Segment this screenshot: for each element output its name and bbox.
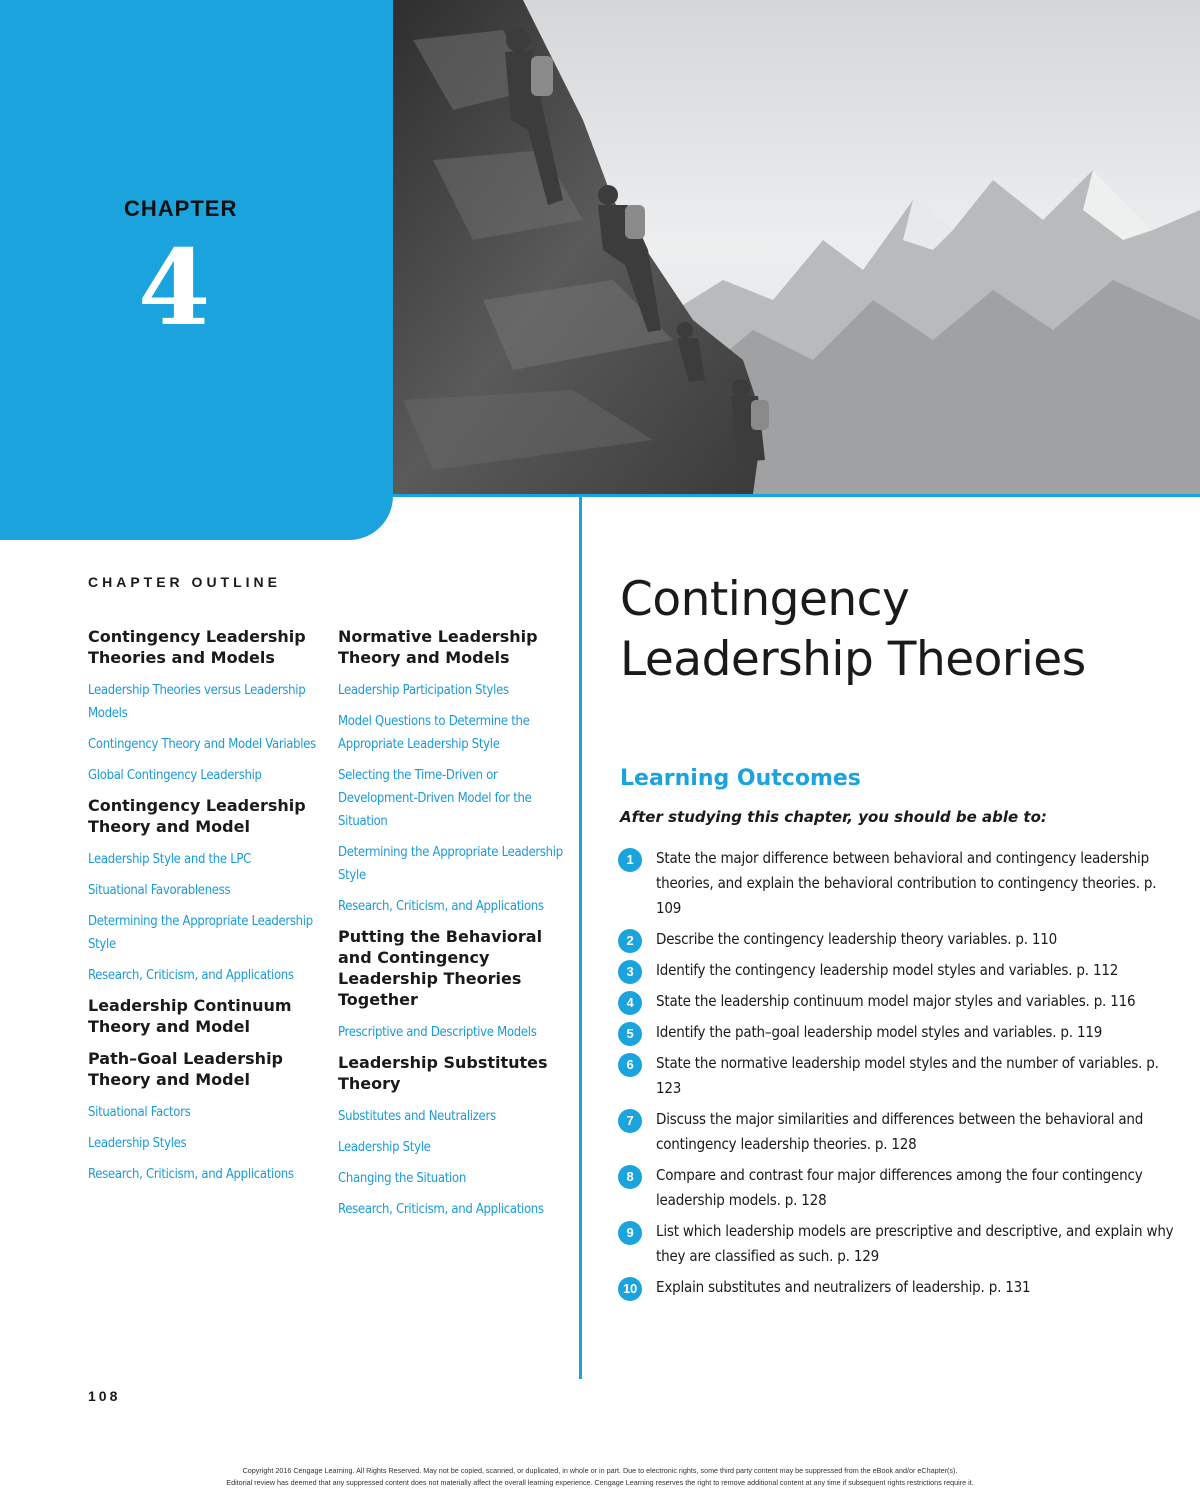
outcome-number-badge: 7 [618,1109,642,1133]
outcome-text: Identify the contingency leadership model styles and variables. p. 112 [656,961,1119,979]
outline-link[interactable]: Selecting the Time-Driven or Development-Driven Model for the Situation [338,768,532,829]
outline-link[interactable]: Leadership Styles [88,1136,187,1151]
outline-link[interactable]: Situational Factors [88,1105,191,1120]
outline-link[interactable]: Leadership Participation Styles [338,683,509,698]
copyright-line-1: Copyright 2016 Cengage Learning. All Rights Reserved. May not be copied, scanned, or duplicated, in whole or in part. Due to electronic rights, some third party content may be suppressed from the eBook and/or eChapter(s). [242,1466,958,1475]
outcome-number-badge: 6 [618,1053,642,1077]
learning-outcome-item [618,927,1178,952]
outline-link[interactable]: Leadership Theories versus Leadership Models [88,683,306,721]
outcome-text: State the normative leadership model styles and the number of variables. p. 123 [656,1054,1159,1097]
outcome-text: State the leadership continuum model major styles and variables. p. 116 [656,992,1136,1010]
outcome-text: Compare and contrast four major differences among the four contingency leadership models. p. 128 [656,1166,1143,1209]
outline-section-heading: Leadership Substitutes Theory [338,1053,548,1093]
learning-outcome-item [618,846,1178,921]
column-divider [579,497,582,1379]
learning-outcome-item [618,989,1178,1014]
outline-link[interactable]: Research, Criticism, and Applications [88,1167,294,1182]
outline-section-heading: Putting the Behavioral and Contingency Leadership Theories Together [338,927,543,1009]
outcome-text: Discuss the major similarities and differences between the behavioral and contingency leadership theories. p. 128 [656,1110,1144,1153]
chapter-title [620,570,1180,690]
outline-section-heading: Leadership Continuum Theory and Model [88,996,292,1036]
outline-link[interactable]: Research, Criticism, and Applications [88,968,294,983]
outcome-number-badge: 1 [618,848,642,872]
learning-outcomes-intro: After studying this chapter, you should be able to: [620,808,1047,826]
chapter-number: 4 [138,226,211,349]
outcome-text: List which leadership models are prescriptive and descriptive, and explain why they are classified as such. p. 129 [656,1222,1174,1265]
outcome-text: Explain substitutes and neutralizers of leadership. p. 131 [656,1278,1031,1296]
outline-link[interactable]: Situational Favorableness [88,883,231,898]
chapter-label: CHAPTER [124,196,238,221]
outline-link[interactable]: Changing the Situation [338,1171,466,1186]
outline-link[interactable]: Global Contingency Leadership [88,768,262,783]
outline-section-heading: Contingency Leadership Theories and Models [88,627,306,667]
learning-outcome-item [618,1163,1178,1213]
outline-link[interactable]: Model Questions to Determine the Appropriate Leadership Style [338,714,530,752]
learning-outcome-item [618,1020,1178,1045]
learning-outcome-item [618,1275,1178,1300]
outline-section-heading: Path–Goal Leadership Theory and Model [88,1049,283,1089]
outline-section-heading: Contingency Leadership Theory and Model [88,796,306,836]
learning-outcomes-list [618,846,1178,1306]
chapter-title-line-1: Contingency [620,572,910,627]
learning-outcome-item [618,1051,1178,1101]
outline-column-1 [88,626,323,1194]
outcome-number-badge: 10 [618,1277,642,1301]
outline-link[interactable]: Determining the Appropriate Leadership Style [88,914,313,952]
outline-link[interactable]: Substitutes and Neutralizers [338,1109,496,1124]
outcome-number-badge: 3 [618,960,642,984]
outline-link[interactable]: Prescriptive and Descriptive Models [338,1025,537,1040]
outline-section-heading: Normative Leadership Theory and Models [338,627,538,667]
outline-link[interactable]: Contingency Theory and Model Variables [88,737,316,752]
learning-outcome-item [618,1107,1178,1157]
outline-link[interactable]: Leadership Style and the LPC [88,852,252,867]
outcome-text: Describe the contingency leadership theory variables. p. 110 [656,930,1058,948]
copyright-notice [0,1465,1200,1489]
outcome-text: State the major difference between behavioral and contingency leadership theories, and explain the behavioral contribution to contingency theories. p. 109 [656,849,1157,917]
learning-outcome-item [618,958,1178,983]
outline-link[interactable]: Research, Criticism, and Applications [338,1202,544,1217]
chapter-title-line-2: Leadership Theories [620,632,1086,687]
photo-divider [393,494,1200,497]
outline-link[interactable]: Research, Criticism, and Applications [338,899,544,914]
outcome-number-badge: 9 [618,1221,642,1245]
mountain-climbers-photo [393,0,1200,494]
copyright-line-2: Editorial review has deemed that any suppressed content does not materially affect the overall learning experience. Cengage Learning reserves the right to remove additional content at any time if subsequent rights restrictions require it. [226,1478,974,1487]
outcome-number-badge: 2 [618,929,642,953]
outcome-text: Identify the path–goal leadership model styles and variables. p. 119 [656,1023,1103,1041]
chapter-outline-heading: CHAPTER OUTLINE [88,574,281,590]
outcome-number-badge: 4 [618,991,642,1015]
outcome-number-badge: 5 [618,1022,642,1046]
outline-column-2 [338,626,573,1229]
chapter-banner [0,0,393,540]
learning-outcomes-heading: Learning Outcomes [620,766,861,791]
page-number: 108 [88,1388,121,1404]
outcome-number-badge: 8 [618,1165,642,1189]
learning-outcome-item [618,1219,1178,1269]
outline-link[interactable]: Leadership Style [338,1140,431,1155]
outline-link[interactable]: Determining the Appropriate Leadership Style [338,845,563,883]
